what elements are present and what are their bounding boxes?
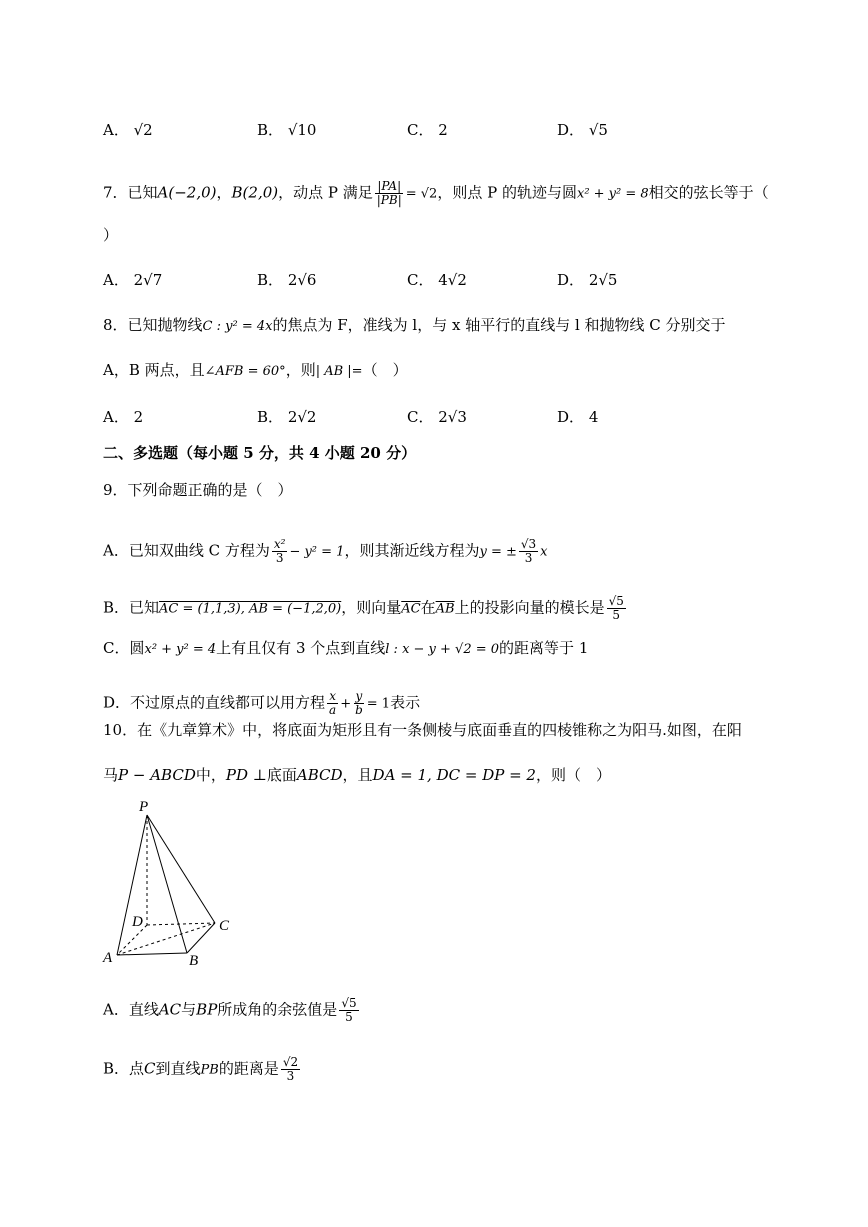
q6-option-c: C． 2 [407,121,448,139]
label-B: B [189,953,199,969]
q7-stem-end: ） [103,226,119,244]
edge-AB [117,953,187,955]
q9-option-b: B．已知AC = (1,1,3), AB = (−1,2,0)，则向量$\overline{AC}$在$\overline{AB}$上的投影向量的模长是 $\frac{√5}{5}$ [103,594,624,622]
q8-option-d: D． 4 [557,408,599,426]
edge-DC [147,923,215,925]
q9-option-d: D．不过原点的直线都可以用方程 $\frac{x}{a}$ + $\frac{y}{b}$ = 1表示 [103,689,421,717]
pyramid-figure [95,795,245,970]
q7-option-b: B． 2√6 [257,271,317,289]
edge-PC [147,815,215,923]
label-D: D [132,914,143,930]
q7-ratio: $\frac{|PA|}{|PB|}$ [376,179,402,207]
q7-option-d: D． 2√5 [557,271,618,289]
label-A: A [103,950,113,966]
q10-stem-line1: 10．在《九章算术》中，将底面为矩形且有一条侧棱与底面垂直的四棱锥称之为阳马.如图，在阳 [103,721,742,739]
q8-option-b: B． 2√2 [257,408,317,426]
edge-PB [147,815,187,953]
q9-option-a: A．已知双曲线 C 方程为 $\frac{\text{x²}}{3}$ − y² = 1，则其渐近线方程为y = ± $\frac{√3}{3}$ x [103,537,548,565]
q7-option-a: A． 2√7 [103,271,163,289]
q6-option-d: D． √5 [557,121,608,139]
label-P: P [139,799,149,815]
q6-option-b: B． √10 [257,121,317,139]
q8-option-a: A． 2 [103,408,144,426]
q7-stem: 7．已知A(−2,0)，B(2,0)，动点 P 满足 $\frac{|PA|}{|PB|}$ = √2，则点 P 的轨迹与圆x² + y² = 8相交的弦长等于（ [103,179,769,207]
label-C: C [219,918,230,934]
q10-option-b: B．点C到直线PB的距离是 $\frac{√2}{3}$ [103,1055,299,1083]
q7-option-c: C． 4√2 [407,271,467,289]
q8-option-c: C． 2√3 [407,408,467,426]
q9-option-c: C．圆x² + y² = 4上有且仅有 3 个点到直线l : x − y + √2 = 0的距离等于 1 [103,639,589,657]
q6-option-a: A． √2 [103,121,153,139]
q8-stem-line2: A，B 两点，且∠AFB = 60°，则| AB |=（ ） [103,361,408,379]
q10-option-a: A．直线AC与BP所成角的余弦值是 $\frac{√5}{5}$ [103,996,357,1024]
q10-stem-line2: 马P − ABCD中，PD ⊥底面ABCD，且DA = 1, DC = DP = 2，则（ ） [103,766,611,784]
edge-BC [187,923,215,953]
q8-stem-line1: 8．已知抛物线C : y² = 4x的焦点为 F，准线为 l，与 x 轴平行的直线与 l 和抛物线 C 分别交于 [103,316,726,334]
section-title: 二、多选题（每小题 5 分，共 4 小题 20 分） [103,444,417,462]
q9-stem: 9．下列命题正确的是（ ） [103,481,293,499]
edge-PA [117,815,147,955]
